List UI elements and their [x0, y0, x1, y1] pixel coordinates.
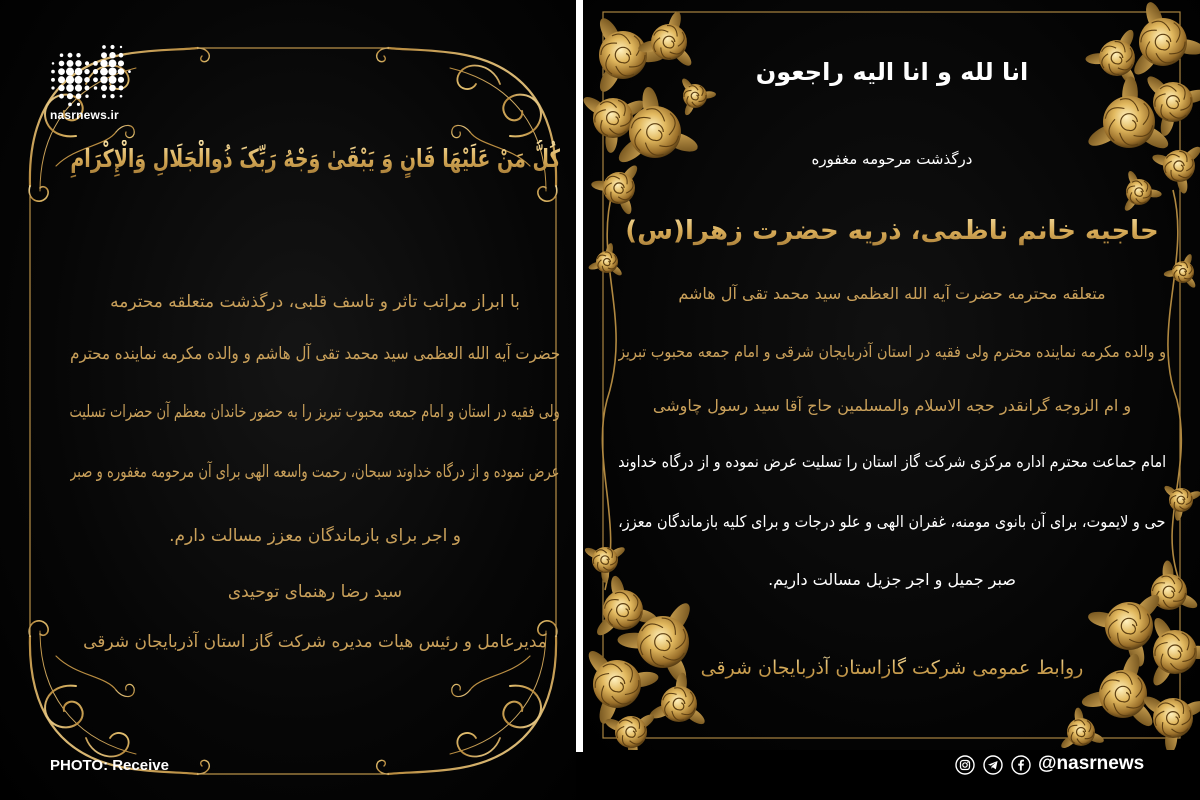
- message-line: حی و لایموت، برای آن بانوی مومنه، غفران الهی و علو درجات و برای کلیه بازماندگان معزز،: [618, 512, 1166, 531]
- logo-dot: [109, 85, 116, 92]
- signatory-name-box: [70, 576, 560, 610]
- logo-dot: [118, 60, 124, 66]
- logo-dot: [58, 76, 65, 83]
- rose-bloom: [1163, 150, 1195, 182]
- relation-line: و والده مکرمه نماینده محترم ولی فقیه در استان آذربایجان شرقی و امام جمعه محبوب تبریز: [618, 342, 1166, 361]
- logo-dot: [75, 60, 81, 66]
- logo-dot: [93, 77, 98, 82]
- logo-dot: [59, 94, 64, 99]
- right-condolence-notice: [583, 0, 1200, 750]
- gold-rose: [1122, 170, 1162, 213]
- logo-dot: [110, 94, 114, 98]
- logo-dot: [84, 69, 89, 74]
- gold-rose: [1059, 707, 1105, 750]
- gold-rose: [1163, 484, 1200, 522]
- photo-credit: PHOTO: Receive: [50, 757, 169, 774]
- left-body-line-1-box: [70, 286, 560, 320]
- deceased-name: حاجیه خانم ناظمی، ذریه حضرت زهرا(س): [625, 212, 1158, 251]
- rose-bloom: [1105, 602, 1153, 650]
- panel-divider: [576, 0, 583, 752]
- notice-heading: درگذشت مرحومه مغفوره: [811, 150, 973, 168]
- rose-bloom: [615, 716, 647, 748]
- logo-dot: [75, 76, 83, 84]
- logo-dot: [58, 85, 64, 91]
- logo-dot: [119, 86, 124, 91]
- logo-dot: [66, 68, 74, 76]
- inna-lillah-calligraphy: انا لله و انا الیه راجعون: [755, 58, 1029, 86]
- signatory-name: سید رضا رهنمای توحیدی: [227, 582, 403, 602]
- rose-bloom: [1067, 718, 1095, 746]
- logo-dot: [52, 62, 55, 65]
- logo-dot: [77, 103, 80, 106]
- quran-verse-calligraphy: کُلُّ مَنْ عَلَیْهَا فَانٍ وَ یَبْقَیٰ وَجْهُ رَبِّکَ ذُوالْجَلَالِ وَالْإِکْرَامِ: [70, 140, 560, 178]
- left-body-line: و اجر برای بازماندگان معزز مسالت دارم.: [169, 526, 461, 546]
- message-line-2-box: [618, 506, 1166, 538]
- logo-dot: [59, 61, 65, 67]
- gold-rose-border-ornament: [583, 0, 1200, 750]
- signatory-title-box: [70, 626, 560, 660]
- left-condolence-notice: [0, 0, 576, 800]
- logo-dot: [51, 70, 55, 74]
- logo-dot: [109, 59, 117, 67]
- rose-bloom: [603, 590, 643, 630]
- left-body-line-5-box: [70, 520, 560, 554]
- deceased-name-box: [618, 208, 1166, 255]
- left-body-line-2-box: [70, 338, 560, 372]
- logo-dot: [93, 69, 98, 74]
- logo-dot: [108, 67, 116, 75]
- left-body-line-4-box: [70, 456, 560, 490]
- logo-dot: [100, 60, 107, 67]
- logo-dot: [68, 103, 72, 107]
- logo-dot: [68, 53, 73, 58]
- right-heading-box: [618, 144, 1166, 175]
- logo-dot: [85, 95, 88, 98]
- left-body-line-3-box: [70, 396, 560, 430]
- relation-line-2-box: [618, 336, 1166, 368]
- instagram-icon: [955, 755, 975, 775]
- rose-bloom: [1153, 698, 1193, 738]
- sender-public-relations: روابط عمومی شرکت گازاستان آذربایجان شرقی: [701, 654, 1084, 683]
- facebook-icon: [1011, 755, 1031, 775]
- logo-dot: [75, 84, 82, 91]
- logo-dot: [118, 68, 125, 75]
- logo-dot: [100, 76, 107, 83]
- message-line: امام جماعت محترم اداره مرکزی شرکت گاز استان را تسلیت عرض نموده و از درگاه خداوند: [618, 452, 1166, 471]
- logo-dot: [100, 68, 108, 76]
- left-body-line: عرض نموده و از درگاه خداوند سبحان، رحمت واسعه الهی برای آن مرحومه مغفوره و صبر: [70, 462, 560, 482]
- logo-dot: [109, 52, 115, 58]
- right-verse-box: [618, 50, 1166, 94]
- logo-dot: [119, 53, 124, 58]
- logo-dot: [67, 60, 74, 67]
- relation-line: و ام الزوجه گرانقدر حجه الاسلام والمسلمین حاج آقا سید رسول چاوشی: [652, 396, 1132, 415]
- logo-dot: [110, 45, 114, 49]
- logo-dot: [76, 53, 80, 57]
- sender-box: [618, 650, 1166, 687]
- site-url-label: nasrnews.ir: [50, 108, 119, 122]
- logo-dot: [58, 68, 65, 75]
- rose-bloom: [1126, 179, 1152, 205]
- rose-bloom: [603, 172, 635, 204]
- logo-dot: [60, 53, 64, 57]
- left-body-line: ولی فقیه در استان و امام جمعه محبوب تبریز را به حضور خاندان معظم آن حضرات تسلیت: [70, 402, 560, 422]
- gold-frame: [603, 12, 1180, 738]
- logo-dot: [85, 86, 90, 91]
- message-line-1-box: [618, 446, 1166, 478]
- logo-dot: [93, 61, 98, 66]
- logo-dot: [120, 95, 123, 98]
- message-line: صبر جمیل و اجر جزیل مسالت داریم.: [768, 570, 1016, 589]
- nasrnews-dots-logo-icon: [48, 42, 134, 110]
- logo-dot: [51, 86, 54, 89]
- logo-dot: [67, 93, 73, 99]
- left-body-line: با ابراز مراتب تاثر و تاسف قلبی، درگذشت متعلقه محترمه: [110, 292, 520, 312]
- left-body-line: حضرت آیه الله العظمی سید محمد تقی آل هاشم و والده مکرمه نماینده محترم: [70, 344, 560, 364]
- logo-dot: [101, 52, 107, 58]
- logo-dot: [101, 85, 107, 91]
- logo-dot: [118, 77, 124, 83]
- rose-bloom: [1103, 96, 1155, 148]
- logo-dot: [66, 84, 74, 92]
- telegram-icon: [983, 755, 1003, 775]
- right-vine: [1168, 190, 1181, 580]
- social-handle: @nasrnews: [1038, 753, 1145, 774]
- left-verse-box: [70, 136, 560, 182]
- logo-dot: [66, 76, 74, 84]
- logo-dot: [102, 94, 106, 98]
- message-line-3-box: [618, 564, 1166, 596]
- logo-dot: [76, 93, 82, 99]
- relation-line-1-box: [618, 278, 1166, 310]
- logo-dot: [94, 86, 98, 90]
- logo-dot: [120, 46, 122, 48]
- logo-dot: [51, 78, 55, 82]
- relation-line: متعلقه محترمه حضرت آیه الله العظمی سید محمد تقی آل هاشم: [678, 284, 1106, 303]
- logo-dot: [85, 61, 89, 65]
- logo-dot: [75, 68, 83, 76]
- logo-dot: [109, 76, 117, 84]
- signatory-title: مدیرعامل و رئیس هیات مدیره شرکت گاز استان آذربایجان شرقی: [83, 632, 547, 652]
- logo-dot: [102, 45, 106, 49]
- relation-line-3-box: [618, 390, 1166, 422]
- logo-dot: [84, 77, 90, 83]
- logo-dot: [128, 70, 131, 73]
